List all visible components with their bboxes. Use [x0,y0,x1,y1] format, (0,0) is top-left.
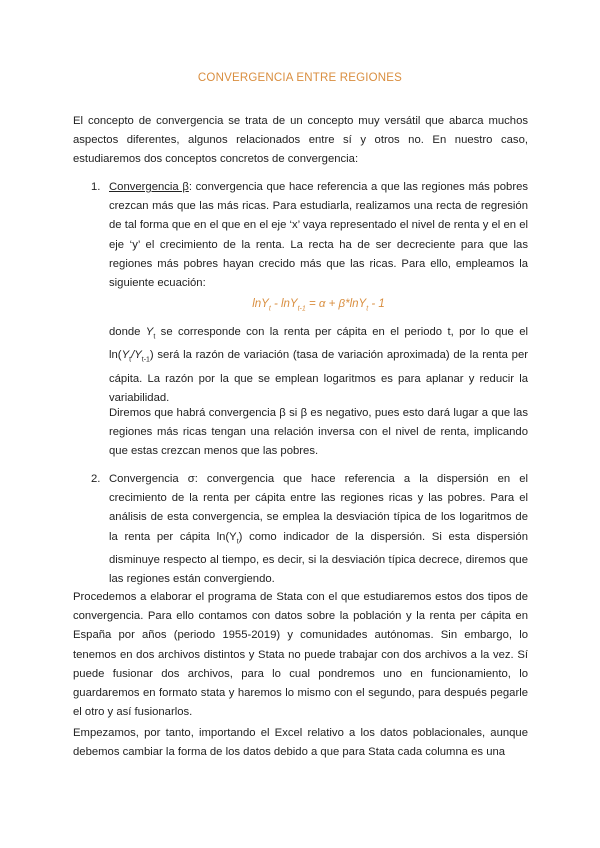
empezamos-paragraph: Empezamos, por tanto, importando el Excel relativo a los datos poblacionales, aunque debemos cambiar la forma de los datos debido a que para Stata cada columna es una [73,727,528,759]
list-item-beta [109,178,528,293]
beta-text: : convergencia que hace referencia a que las regiones más pobres crezcan más que las más ricas. Para estudiarla, realizamos una recta de regresión de tal forma que en el que en el eje ‘x’ vaya representado el nivel de renta y el en el eje ‘y’ el crecimiento de la renta. La recta ha de ser decreciente para que las regiones más pobres hayan crecido más que las ricas. Para ello, empleamos la siguiente ecuación: [109,181,529,290]
equation: lnY$_t$ - lnY$_{t-1}$ = α + β*lnY$_t$ - 1 [252,298,385,313]
procedemos-paragraph: Procedemos a elaborar el programa de Stata con el que estudiaremos estos dos tipos de convergencia. Para ello contamos con datos sobre la población y la renta per cápita en España por años (periodo 1955-2019) y comunidades autónomas. Sin embargo, lo tenemos en dos archivos distintos y Stata no puede trabajar con dos archivos a la vez. Sí puede fusionar dos archivos, para lo cual pondremos uno en funcionamiento, lo guardaremos en formato stata y haremos lo mismo con el segundo, para después pegarle el otro y así fusionarlos. [73,591,528,719]
donde-paragraph: donde $Y_t$ se corresponde con la renta per cápita en el periodo t, por lo que el $\ln(Y_t/Y_{t-1})$ será la razón de variación (tasa de variación aproximada) de la renta per cápita. La razón por la que se emplean logaritmos es para aplanar y reducir la variabilidad. [109,326,528,405]
beta-heading: Convergencia β [109,181,189,193]
intro-paragraph: El concepto de convergencia se trata de un concepto muy versátil que abarca muchos aspectos diferentes, algunos relacionados entre sí y otros no. En nuestro caso, estudiaremos dos conceptos concretos de convergencia: [73,115,528,166]
list-number-1: 1. [91,181,101,193]
document-title: CONVERGENCIA ENTRE REGIONES [197,72,403,84]
list-item-sigma: Convergencia σ: convergencia que hace referencia a la dispersión en el crecimiento de la renta per cápita entre las regiones ricas y las pobres. Para el análisis de esta convergencia, se emplea la desviación típica de los logaritmos de la renta per cápita $\ln(Y_t)$ como indicador de la dispersión. Si esta dispersión disminuye respecto al tiempo, es decir, si la desviación típica decrece, diremos que las regiones están convergiendo. [109,473,528,586]
list-number-2: 2. [91,473,101,485]
sigma-heading: Convergencia σ [109,473,195,485]
diremos-paragraph: Diremos que habrá convergencia β si β es negativo, pues esto dará lugar a que las regiones más ricas tengan una relación inversa con el nivel de renta, implicando que estas crezcan menos que las pobres. [109,407,528,458]
